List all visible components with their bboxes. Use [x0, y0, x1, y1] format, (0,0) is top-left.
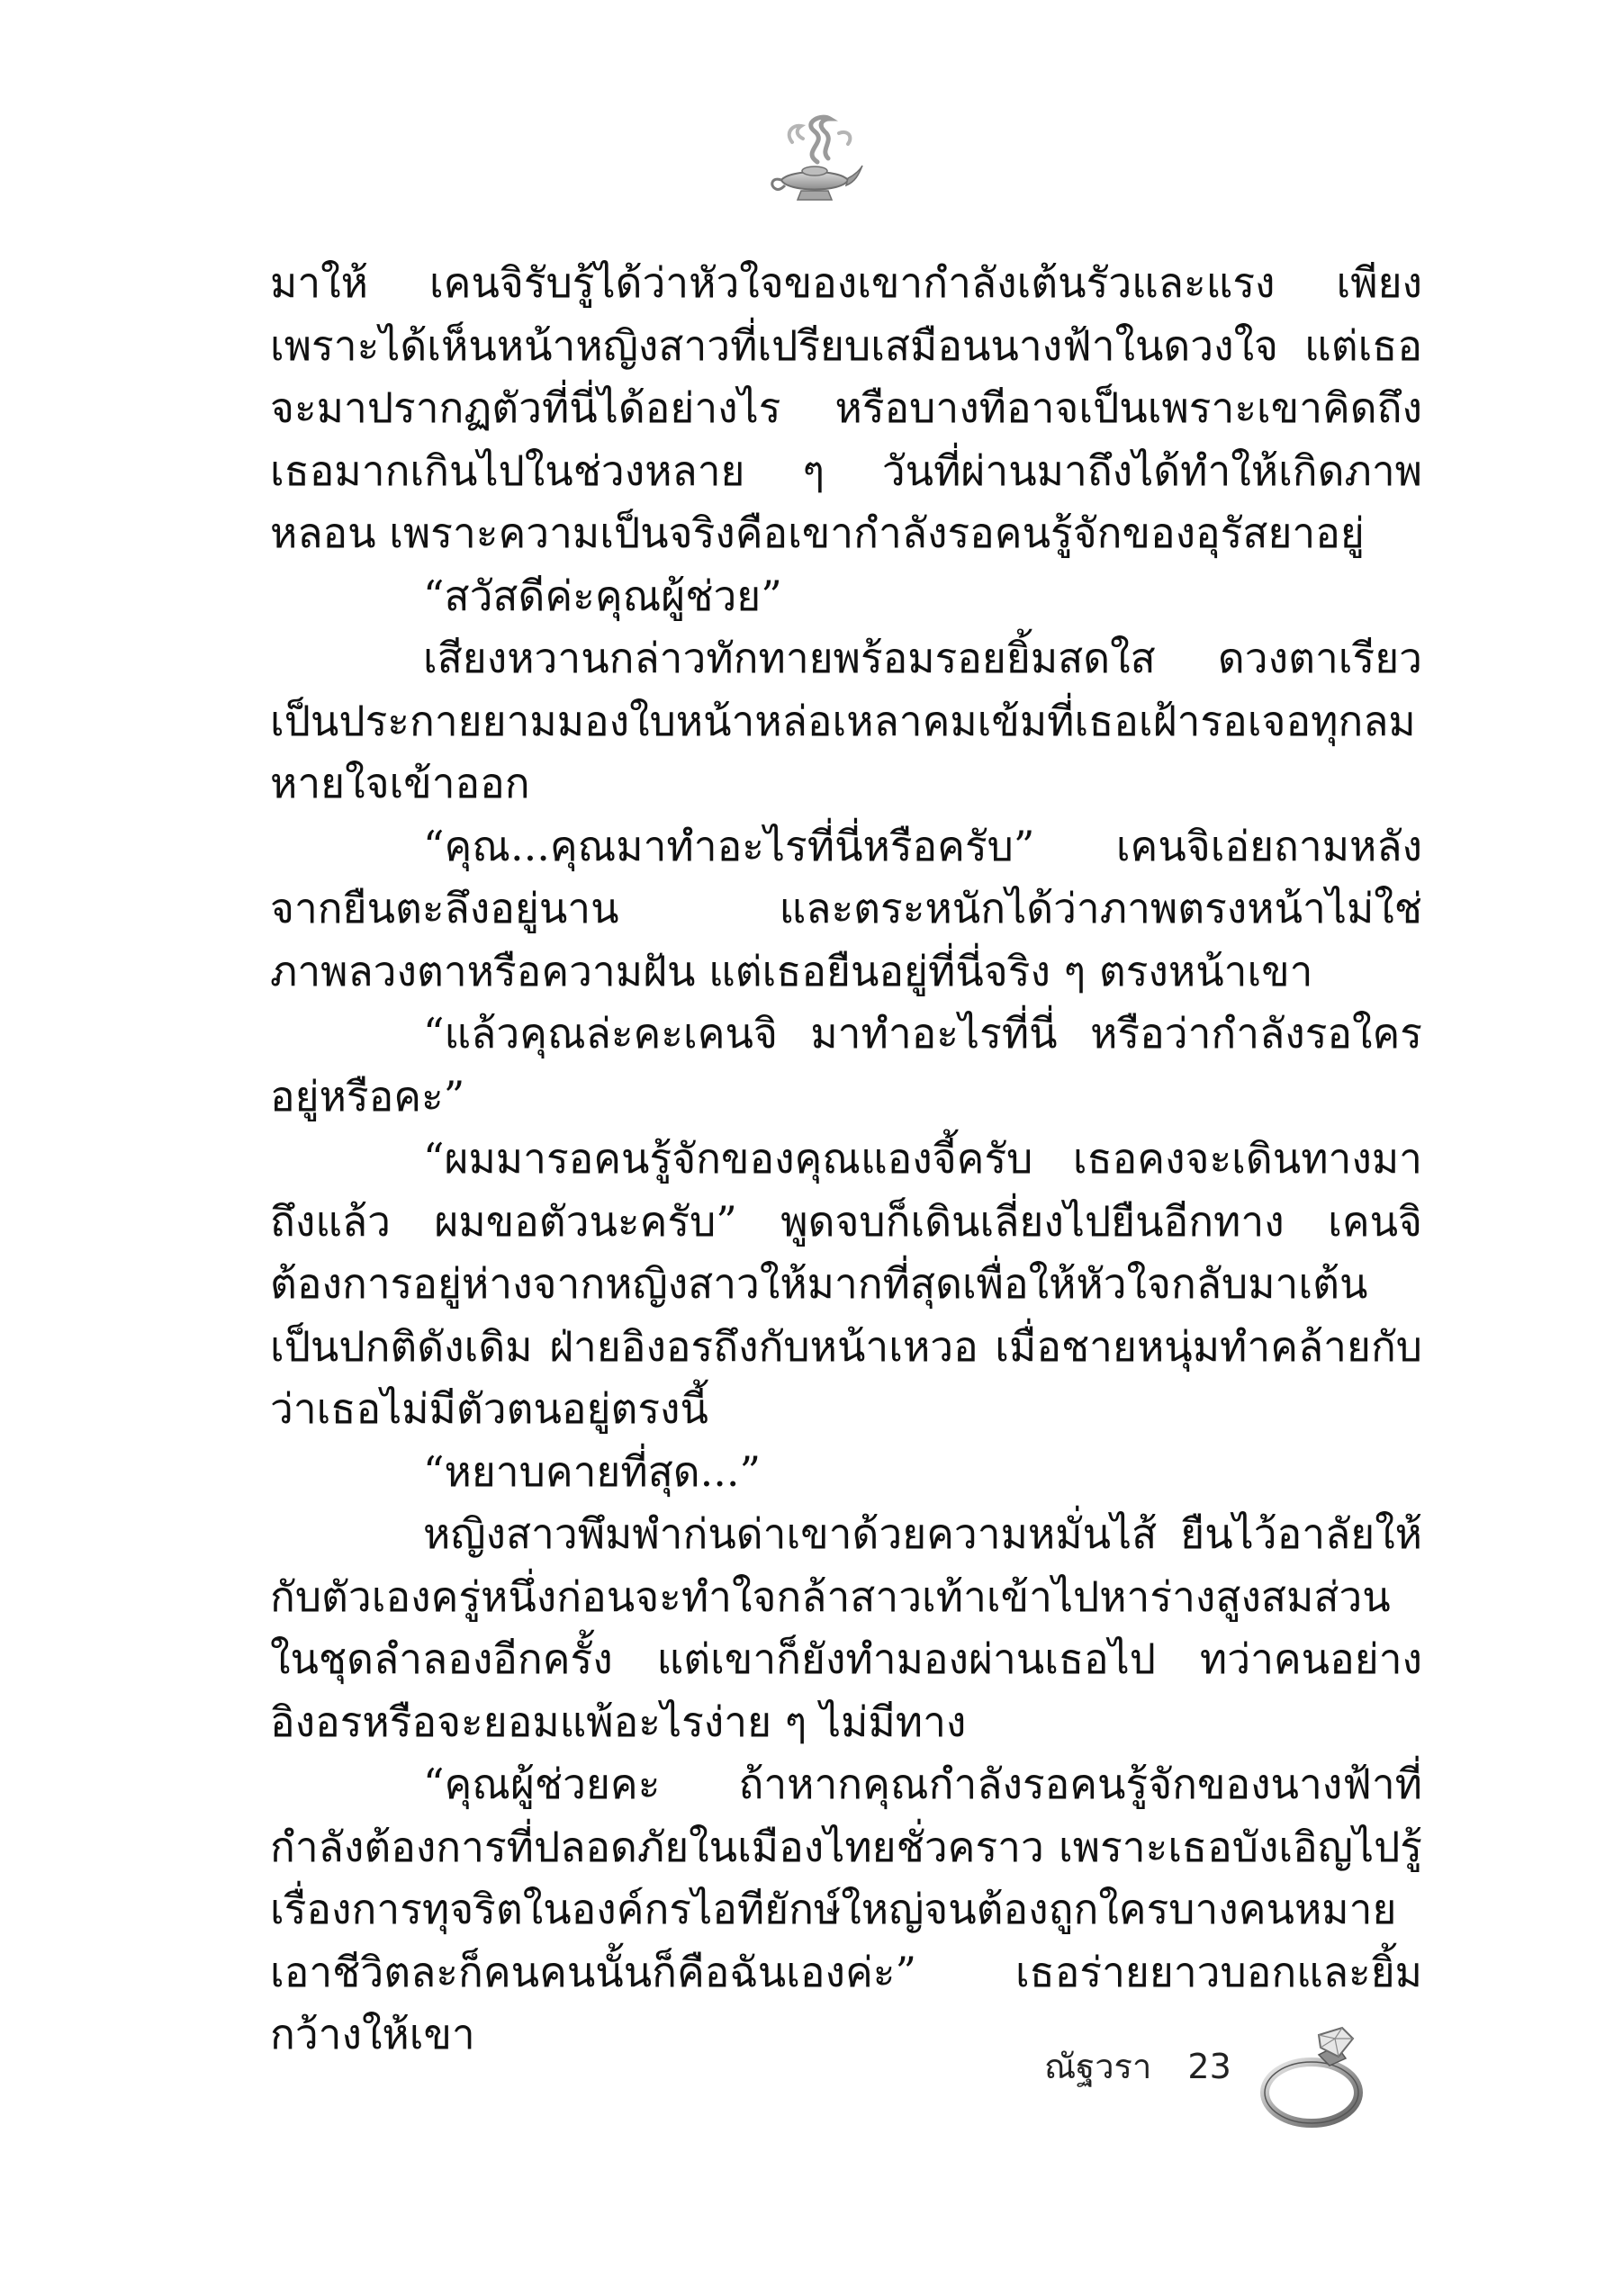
- paragraph: “หยาบคายที่สุด...”: [423, 1446, 762, 1496]
- page-footer: [1044, 2039, 1231, 2093]
- paragraph: “สวัสดีค่ะคุณผู้ช่วย”: [423, 571, 782, 620]
- paragraph: มาให้ เคนจิรับรู้ได้ว่าหัวใจของเขากำลังเต้นรัวและแรง เพียงเพราะได้เห็นหน้าหญิงสาวที่เปรียบเสมือนนางฟ้าในดวงใจ แต่เธอจะมาปรากฏตัวที่นี่ได้อย่างไร หรือบางทีอาจเป็นเพราะเขาคิดถึงเธอมากเกินไปในช่วงหลาย ๆ วันที่ผ่านมาถึงได้ทำให้เกิดภาพหลอน เพราะความเป็นจริงคือเขากำลังรอคนรู้จักของอุรัสยาอยู่: [270, 258, 1422, 557]
- paragraph: หญิงสาวพึมพำก่นด่าเขาด้วยความหมั่นไส้ ยืนไว้อาลัยให้กับตัวเองครู่หนึ่งก่อนจะทำใจกล้าสาวเท้าเข้าไปหาร่างสูงสมส่วนในชุดลำลองอีกครั้ง แต่เขาก็ยังทำมองผ่านเธอไป ทว่าคนอย่างอิงอรหรือจะยอมแพ้อะไรง่าย ๆ ไม่มีทาง: [270, 1509, 1422, 1746]
- paragraph: “คุณ...คุณมาทำอะไรที่นี่หรือครับ” เคนจิเอ่ยถามหลังจากยืนตะลึงอยู่นาน และตระหนักได้ว่าภาพตรงหน้าไม่ใช่ภาพลวงตาหรือความฝัน แต่เธอยืนอยู่ที่นี่จริง ๆ ตรงหน้าเขา: [270, 821, 1422, 995]
- story-text: [270, 252, 1422, 2066]
- paragraph: “คุณผู้ช่วยคะ ถ้าหากคุณกำลังรอคนรู้จักของนางฟ้าที่กำลังต้องการที่ปลอดภัยในเมืองไทยชั่วคราว เพราะเธอบังเอิญไปรู้เรื่องการทุจริตในองค์กรไอทียักษ์ใหญ่จนต้องถูกใครบางคนหมายเอาชีวิตละก็คนคนนั้นก็คือฉันเองค่ะ” เธอร่ายยาวบอกและยิ้มกว้างให้เขา: [270, 1760, 1422, 2058]
- paragraph: เสียงหวานกล่าวทักทายพร้อมรอยยิ้มสดใส ดวงตาเรียวเป็นประกายยามมองใบหน้าหล่อเหลาคมเข้มที่เธอเฝ้ารอเจอทุกลมหายใจเข้าออก: [270, 634, 1422, 807]
- paragraph: “แล้วคุณล่ะคะเคนจิ มาทำอะไรที่นี่ หรือว่ากำลังรอใครอยู่หรือคะ”: [270, 1009, 1422, 1121]
- diamond-ring-icon: [1256, 2003, 1373, 2138]
- genie-lamp-icon: [765, 106, 864, 214]
- paragraph: “ผมมารอคนรู้จักของคุณแองจี้ครับ เธอคงจะเดินทางมาถึงแล้ว ผมขอตัวนะครับ” พูดจบก็เดินเลี่ยงไปยืนอีกทาง เคนจิต้องการอยู่ห่างจากหญิงสาวให้มากที่สุดเพื่อให้หัวใจกลับมาเต้นเป็นปกติดังเดิม ฝ่ายอิงอรถึงกับหน้าเหวอ เมื่อชายหนุ่มทำคล้ายกับว่าเธอไม่มีตัวตนอยู่ตรงนี้: [270, 1134, 1422, 1433]
- author-name: ณัฐวรา: [1044, 2047, 1152, 2086]
- page-number: 23: [1187, 2047, 1231, 2086]
